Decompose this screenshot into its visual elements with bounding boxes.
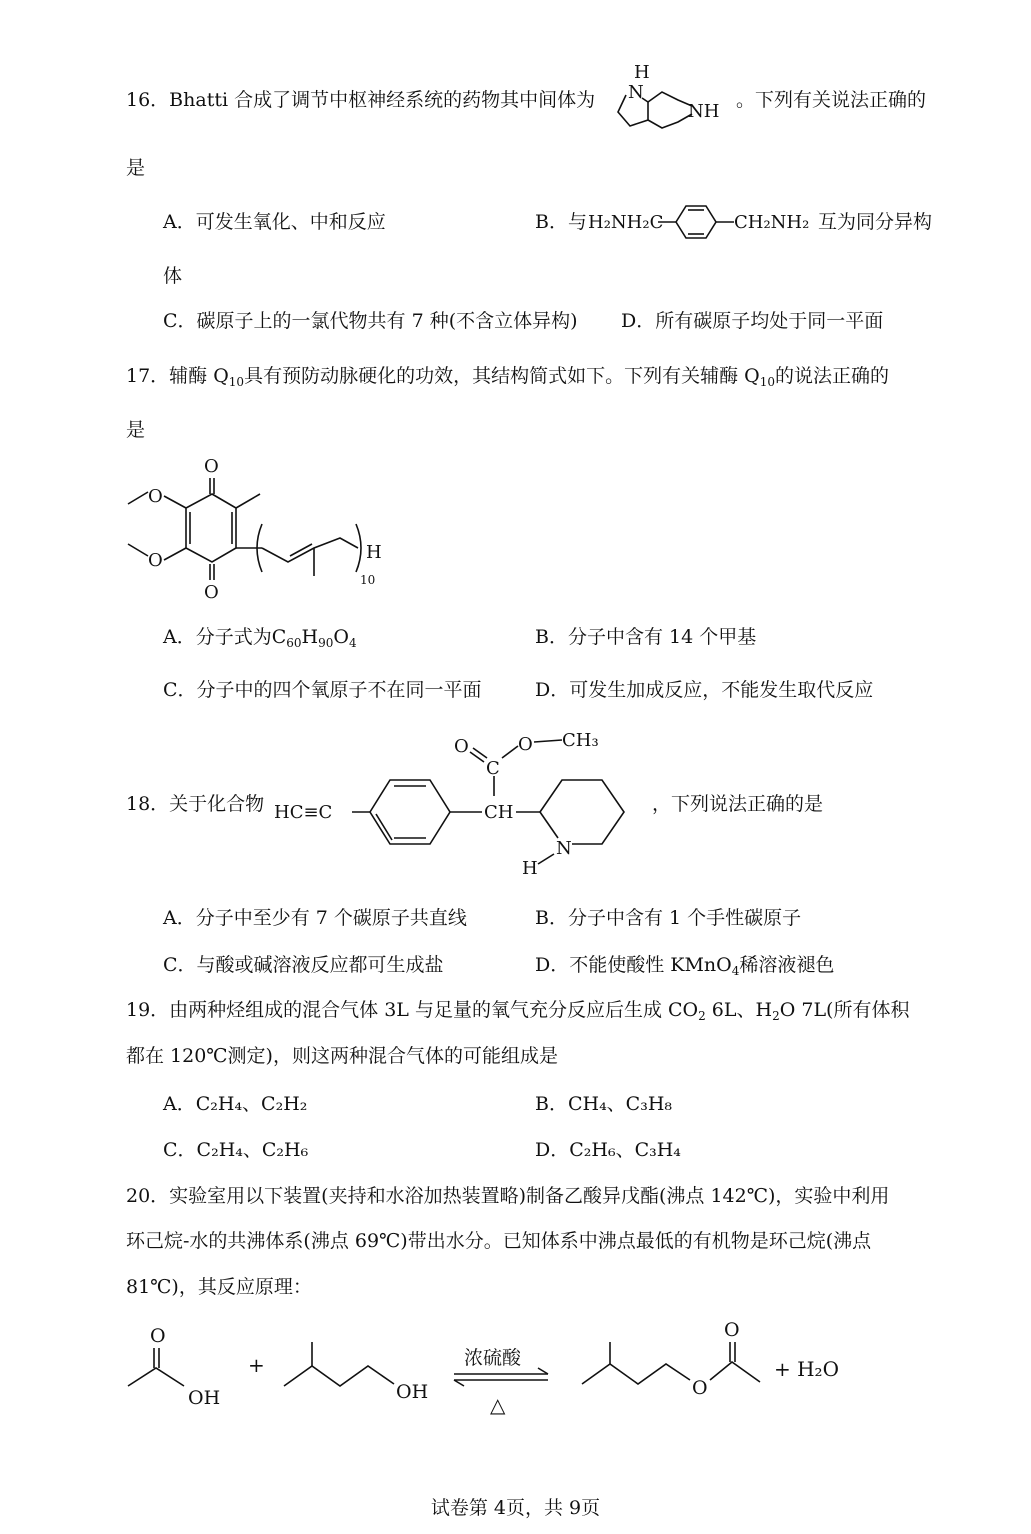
q20-stem-line2: 环己烷-水的共沸体系(沸点 69℃)带出水分。已知体系中沸点最低的有机物是环己烷(沸点 <box>126 1230 872 1252</box>
page-footer: 试卷第 4页，共 9页 <box>430 1497 601 1519</box>
q18-struct-n: N <box>556 838 572 859</box>
q19-stem-line1: 19．由两种烃组成的混合气体 3L 与足量的氧气充分反应后生成 $CO_2$ 6L、$H_2O$ 7L(所有体积 <box>126 999 910 1023</box>
q16-spiro-structure <box>612 62 730 132</box>
q17-option-b: B．分子中含有 14 个甲基 <box>535 626 757 648</box>
q16-struct-nh: NH <box>688 101 720 122</box>
q16-struct-h: H <box>634 62 650 83</box>
q18-struct-ch3: CH₃ <box>562 730 599 751</box>
q19-option-b: B．CH₄、C₃H₈ <box>535 1093 673 1115</box>
q20-reaction-scheme <box>124 1318 844 1428</box>
q20-alcohol-oh: OH <box>396 1381 429 1403</box>
q18-option-c: C．与酸或碱溶液反应都可生成盐 <box>163 954 444 976</box>
q17-struct-o-bottom: O <box>204 582 219 603</box>
q17-struct-repeat: 10 <box>360 573 376 587</box>
q18-struct-h: H <box>522 858 538 879</box>
q20-heat-symbol: △ <box>490 1393 506 1417</box>
q18-struct-o-carbonyl: O <box>454 736 469 757</box>
q19-option-d: D．C₂H₆、C₃H₄ <box>535 1139 681 1161</box>
q16-option-b-pre: B．与 <box>535 211 587 233</box>
q16-stem-line2: 是 <box>126 157 146 179</box>
q18-struct-o-ester: O <box>518 734 533 755</box>
q20-ester-o: O <box>692 1377 708 1399</box>
q18-compound-structure <box>272 722 662 882</box>
q20-acid-oh: OH <box>188 1387 221 1409</box>
q16-optb-left-group: H₂NH₂C <box>588 212 664 233</box>
q19-option-a: A．C₂H₄、C₂H₂ <box>163 1093 308 1115</box>
q19-option-c: C．C₂H₄、C₂H₆ <box>163 1139 309 1161</box>
q20-acid-o: O <box>150 1325 166 1347</box>
q17-option-d: D．可发生加成反应，不能发生取代反应 <box>535 679 874 701</box>
q20-plus-sign: + <box>248 1353 265 1377</box>
q18-struct-c: C <box>486 758 500 779</box>
q16-stem-tail: 。下列有关说法正确的 <box>736 89 927 111</box>
q16-option-b-wrap: 体 <box>163 265 183 287</box>
q17-struct-h: H <box>366 542 382 563</box>
q20-catalyst-label: 浓硫酸 <box>464 1347 522 1369</box>
q16-option-d: D．所有碳原子均处于同一平面 <box>621 310 884 332</box>
q17-struct-o-methoxy1: O <box>148 486 163 507</box>
q17-struct-o-methoxy2: O <box>148 550 163 571</box>
q17-struct-o-top: O <box>204 456 219 477</box>
q18-struct-ch: CH <box>484 802 514 823</box>
q17-option-c: C．分子中的四个氧原子不在同一平面 <box>163 679 482 701</box>
q17-coq10-structure <box>124 452 394 604</box>
q18-option-b: B．分子中含有 1 个手性碳原子 <box>535 907 802 929</box>
q16-option-b-structure <box>588 196 810 244</box>
q18-stem: 18．关于化合物 <box>126 793 265 815</box>
q18-option-d: D．不能使酸性 KMnO$_4$稀溶液褪色 <box>535 954 835 978</box>
q17-stem-line1: 17．辅酶 $Q_{10}$具有预防动脉硬化的功效，其结构简式如下。下列有关辅酶 $Q_{10}$的说法正确的 <box>126 365 889 389</box>
q18-option-a: A．分子中至少有 7 个碳原子共直线 <box>163 907 467 929</box>
q16-option-c: C．碳原子上的一氯代物共有 7 种(不含立体异构) <box>163 310 578 332</box>
q16-option-a: A．可发生氧化、中和反应 <box>163 211 386 233</box>
q17-option-a: A．分子式为$C_{60}H_{90}O_4$ <box>163 626 357 650</box>
q20-ester-carbonyl-o: O <box>724 1319 740 1341</box>
q19-stem-line2: 都在 120℃测定)，则这两种混合气体的可能组成是 <box>126 1045 558 1067</box>
q16-stem-line1: 16．Bhatti 合成了调节中枢神经系统的药物其中间体为 <box>126 89 596 111</box>
q18-stem-tail: ，下列说法正确的是 <box>652 793 824 815</box>
q16-struct-n: N <box>628 82 644 103</box>
q20-stem-line3: 81℃)，其反应原理： <box>126 1276 312 1298</box>
q16-optb-right-group: CH₂NH₂ <box>734 212 810 233</box>
q17-stem-line2: 是 <box>126 419 146 441</box>
q18-struct-alkyne: HC≡C <box>274 802 333 823</box>
q16-option-b-post: 互为同分异构 <box>818 211 933 233</box>
q20-stem-line1: 20．实验室用以下装置(夹持和水浴加热装置略)制备乙酸异戊酯(沸点 142℃)，实验中利用 <box>126 1185 890 1207</box>
q20-water: + H₂O <box>774 1357 839 1381</box>
